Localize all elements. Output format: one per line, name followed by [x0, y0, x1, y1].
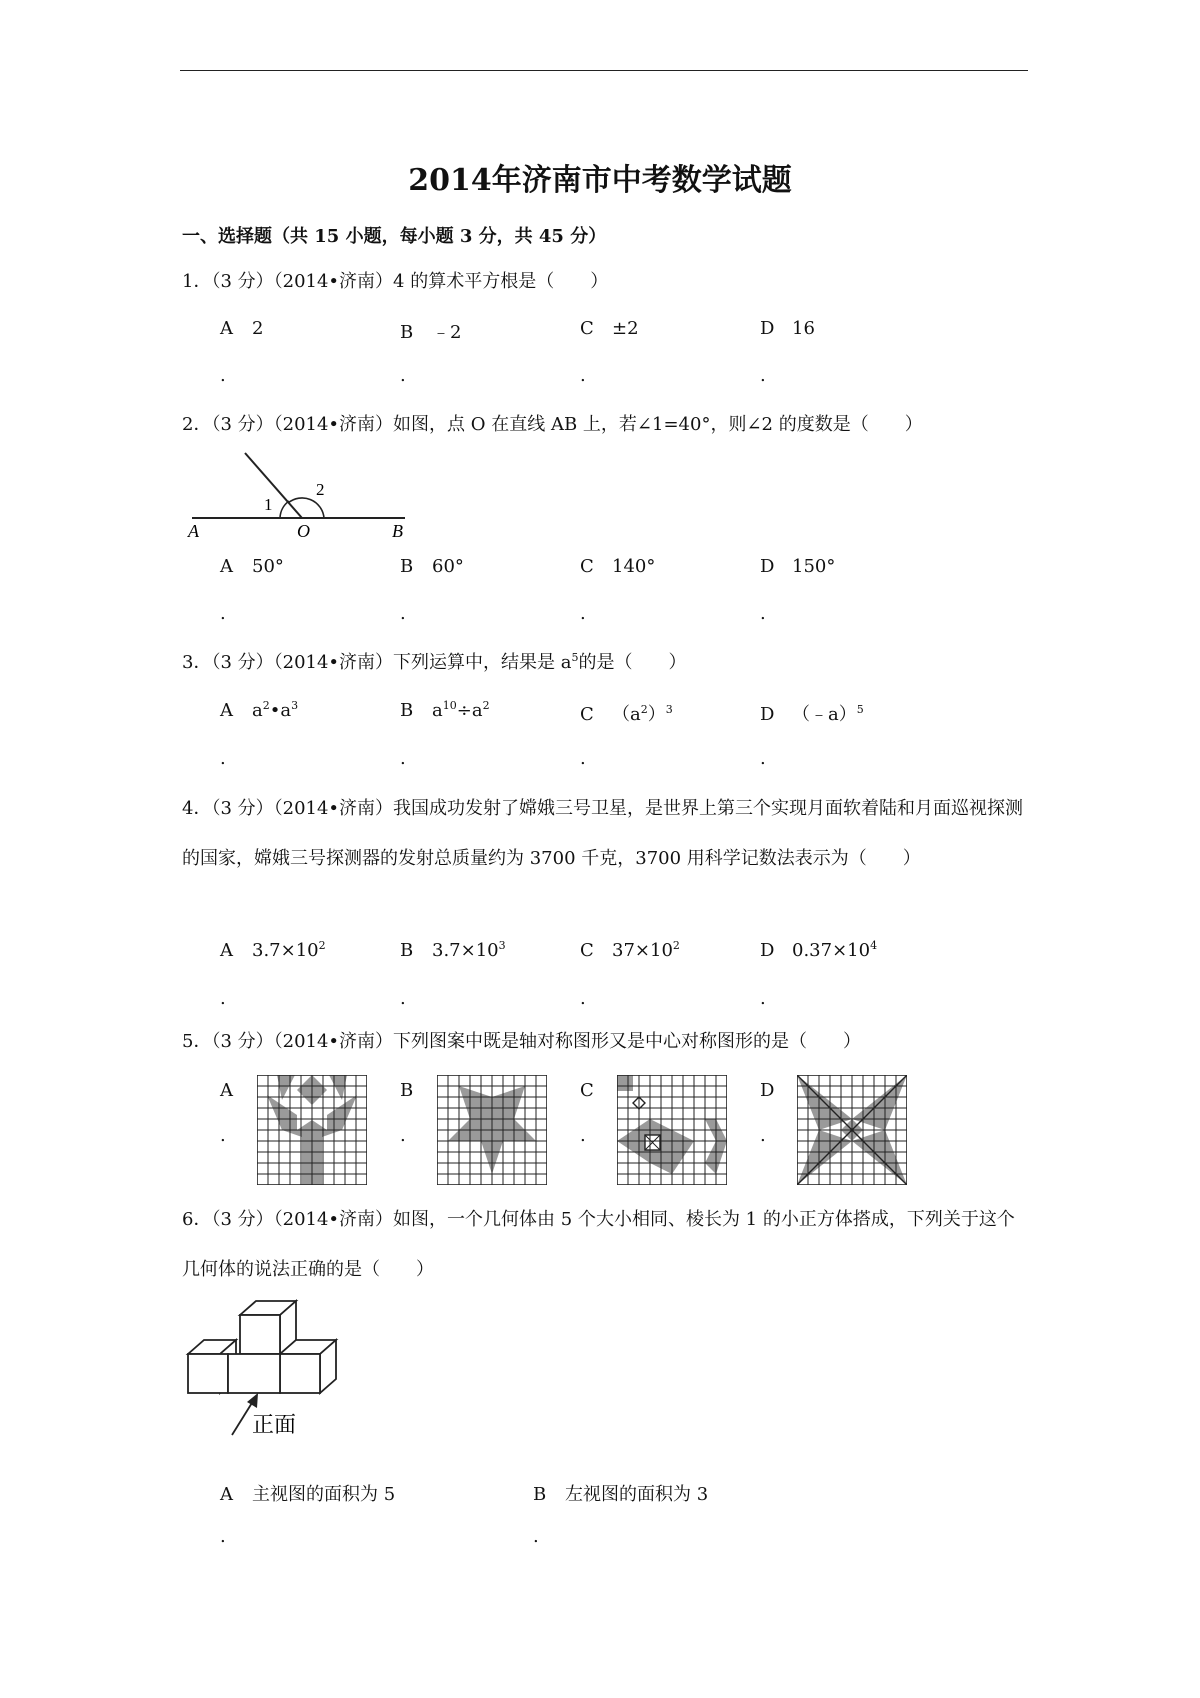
option-dot: .	[220, 1526, 226, 1547]
q1-option-b[interactable]: B ﹣2	[400, 322, 462, 343]
front-view-label: 正面	[252, 1413, 297, 1438]
option-dot: .	[533, 1526, 539, 1547]
option-dot: .	[400, 1125, 406, 1146]
q6-option-b[interactable]: B 左视图的面积为 3	[533, 1484, 709, 1505]
question-4-stem: 4．（3 分）（2014•济南）我国成功发射了嫦娥三号卫星，是世界上第三个实现月面软着陆和月面巡视探测的国家，嫦娥三号探测器的发射总质量约为 3700 千克，3700 用科学记数法表示为（ ）	[182, 798, 1024, 869]
q1-option-c[interactable]: C ±2	[580, 318, 639, 339]
point-a-label: A	[188, 521, 199, 541]
option-dot: .	[760, 1125, 766, 1146]
option-dot: .	[760, 988, 766, 1009]
option-dot: .	[580, 365, 586, 386]
q6-option-a[interactable]: A 主视图的面积为 5	[220, 1484, 396, 1505]
q3-option-d[interactable]: D （﹣a）$^5$	[760, 703, 864, 725]
q4-option-b[interactable]: B $3.7\times 10^3$	[400, 939, 506, 961]
option-dot: .	[580, 603, 586, 624]
option-dot: .	[580, 1125, 586, 1146]
q2-option-b[interactable]: B 60°	[400, 556, 464, 577]
q2-option-a[interactable]: A 50°	[220, 556, 284, 577]
q1-option-a[interactable]: A 2	[220, 318, 264, 339]
question-1-stem: 1．（3 分）（2014•济南）4 的算术平方根是（ ）	[182, 271, 609, 292]
option-dot: .	[400, 603, 406, 624]
point-o-label: O	[297, 521, 310, 541]
option-dot: .	[400, 748, 406, 769]
q1-option-d[interactable]: D 16	[760, 318, 815, 339]
pattern-a	[257, 1075, 367, 1185]
q3-option-c[interactable]: C $(a^2)^3$	[580, 703, 673, 725]
q5-option-d[interactable]: D	[760, 1080, 775, 1101]
angle-2-label: 2	[316, 480, 325, 499]
question-5-stem: 5．（3 分）（2014•济南）下列图案中既是轴对称图形又是中心对称图形的是（ ）	[182, 1031, 862, 1052]
q2-option-c[interactable]: C 140°	[580, 556, 656, 577]
q2-option-d[interactable]: D 150°	[760, 556, 836, 577]
q4-option-a[interactable]: A $3.7\times 10^2$	[220, 939, 326, 961]
page-title: 2014年济南市中考数学试题	[408, 163, 792, 198]
option-dot: .	[580, 748, 586, 769]
pattern-c	[617, 1075, 727, 1185]
q4-option-d[interactable]: D $0.37\times 10^4$	[760, 939, 878, 961]
point-b-label: B	[392, 521, 403, 541]
question-6-stem: 6．（3 分）（2014•济南）如图，一个几何体由 5 个大小相同、棱长为 1 的小正方体搭成，下列关于这个几何体的说法正确的是（ ）	[182, 1209, 1015, 1280]
option-dot: .	[220, 988, 226, 1009]
section-heading: 一、选择题（共 15 小题，每小题 3 分，共 45 分）	[182, 226, 607, 247]
q5-option-c[interactable]: C	[580, 1080, 594, 1101]
q4-option-c[interactable]: C $37\times 10^2$	[580, 939, 680, 961]
angle-1-label: 1	[264, 495, 273, 514]
option-dot: .	[760, 603, 766, 624]
option-dot: .	[400, 365, 406, 386]
pattern-d	[797, 1075, 907, 1185]
option-dot: .	[760, 365, 766, 386]
pattern-b	[437, 1075, 547, 1185]
q3-option-b[interactable]: B $a^{10}\div a^2$	[400, 699, 490, 721]
option-dot: .	[220, 1125, 226, 1146]
option-dot: .	[400, 988, 406, 1009]
angle-figure	[180, 445, 420, 545]
q5-option-b[interactable]: B	[400, 1080, 414, 1101]
header-rule	[180, 70, 1028, 71]
option-dot: .	[220, 603, 226, 624]
q5-option-a[interactable]: A	[220, 1080, 233, 1101]
option-dot: .	[580, 988, 586, 1009]
option-dot: .	[220, 748, 226, 769]
q3-option-a[interactable]: A $a^2•a^3$	[220, 699, 299, 721]
option-dot: .	[220, 365, 226, 386]
question-3-stem: 3．（3 分）（2014•济南）下列运算中，结果是 $a^5$的是（ ）	[182, 651, 687, 673]
option-dot: .	[760, 748, 766, 769]
question-2-stem: 2．（3 分）（2014•济南）如图，点 O 在直线 AB 上，若∠1=40°，则∠2 的度数是（ ）	[182, 414, 923, 435]
cube-solid-figure	[180, 1290, 360, 1440]
